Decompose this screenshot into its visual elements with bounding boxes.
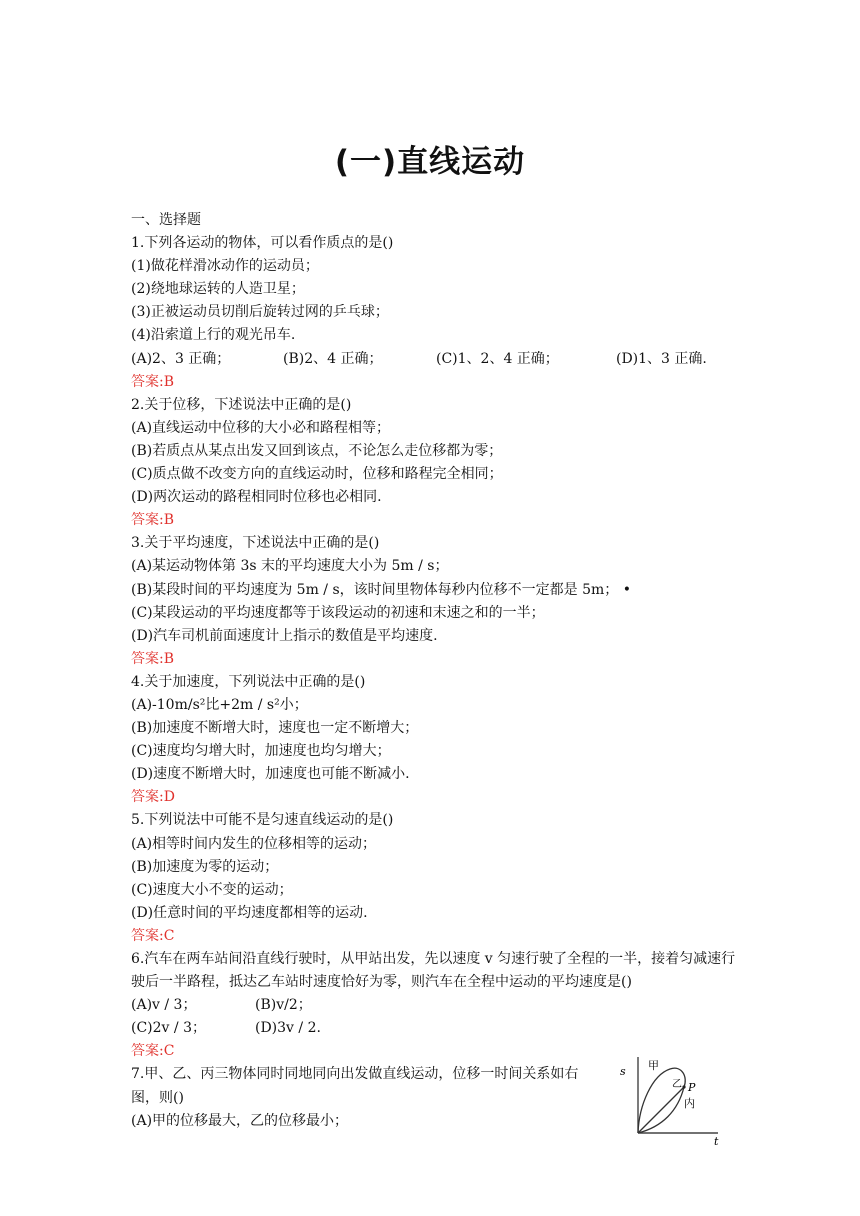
question-stem: 3.关于平均速度，下述说法中正确的是() [131, 535, 380, 552]
section-heading: 一、选择题 [131, 212, 201, 228]
option-c: (C)某段运动的平均速度都等于该段运动的初速和末速之和的一半； [131, 604, 545, 621]
question-stem: 6.汽车在两车站间沿直线行驶时，从甲站出发，先以速度 v 匀速行驶了全程的一半，接着匀减速行驶后一半路程，抵达乙车站时速度恰好为零，则汽车在全程中运动的平均速度是() [131, 951, 736, 991]
page-title: (一)直线运动 [334, 144, 526, 180]
option-a: (A)直线运动中位移的大小必和路程相等； [131, 419, 391, 436]
option-c: (C)质点做不改变方向的直线运动时，位移和路程完全相同； [131, 466, 503, 483]
question-stem: 5.下列说法中可能不是匀速直线运动的是() [131, 812, 394, 829]
answer: 答案:B [131, 650, 175, 667]
curve-jia [638, 1068, 685, 1133]
option-row [131, 994, 751, 1017]
option-c: (C)速度均匀增大时，加速度也均匀增大； [131, 743, 391, 760]
question-stem: 2.关于位移，下述说法中正确的是() [131, 396, 352, 413]
option-row [131, 348, 751, 371]
question-stem-cont: 图，则() [131, 1089, 184, 1106]
displacement-time-figure [612, 1045, 742, 1150]
option-a: (A)相等时间内发生的位移相等的运动； [131, 835, 377, 852]
answer: 答案:C [131, 1043, 175, 1060]
line-yi [638, 1087, 684, 1133]
option-d: (D)汽车司机前面速度计上指示的数值是平均速度. [131, 627, 438, 644]
question-stem: 4.关于加速度，下列说法中正确的是() [131, 673, 366, 690]
option-c: (C)1、2、4 正确； [436, 350, 559, 367]
label-yi: 乙 [672, 1079, 682, 1090]
option-d: (D)1、3 正确. [616, 350, 707, 367]
option-d: (D)任意时间的平均速度都相等的运动. [131, 904, 368, 921]
label-jia: 甲 [648, 1059, 659, 1072]
question-item: (4)沿索道上行的观光吊车. [131, 327, 296, 344]
answer: 答案:D [131, 789, 175, 806]
option-a: (A)某运动物体第 3s 末的平均速度大小为 5m / s； [131, 558, 449, 575]
option-b: (B)加速度不断增大时，速度也一定不断增大； [131, 720, 419, 737]
point-p [682, 1085, 685, 1088]
option-a: (A)2、3 正确； [131, 350, 231, 367]
option-d: (D)速度不断增大时，加速度也可能不断减小. [131, 766, 410, 783]
option-b: (B)某段时间的平均速度为 5m / s，该时间里物体每秒内位移不一定都是 5m； • [131, 581, 631, 598]
option-b: (B)v/2； [255, 997, 312, 1014]
question-stem: 7.甲、乙、丙三物体同时同地同向出发做直线运动，位移一时间关系如右 [131, 1066, 579, 1083]
label-bing: 内 [684, 1097, 695, 1110]
option-row [131, 1017, 751, 1040]
option-a: (A)v / 3； [131, 997, 197, 1014]
option-c: (C)速度大小不变的运动； [131, 881, 293, 898]
question-item: (3)正被运动员切削后旋转过网的乒乓球； [131, 304, 389, 321]
option-b: (B)若质点从某点出发又回到该点，不论怎么走位移都为零； [131, 442, 503, 459]
option-a: (A)甲的位移最大，乙的位移最小； [131, 1112, 349, 1129]
option-a: (A)-10m/s²比+2m / s²小； [131, 696, 308, 713]
t-axis-label: t [714, 1135, 719, 1148]
answer: 答案:B [131, 512, 175, 529]
option-d: (D)两次运动的路程相同时位移也必相同. [131, 489, 382, 506]
s-axis-label: s [620, 1065, 626, 1078]
option-b: (B)加速度为零的运动； [131, 858, 279, 875]
answer: 答案:C [131, 927, 175, 944]
option-c: (C)2v / 3； [131, 1020, 206, 1037]
question-item: (1)做花样滑冰动作的运动员； [131, 258, 319, 275]
option-d: (D)3v / 2. [255, 1020, 321, 1037]
label-p: P [688, 1081, 696, 1094]
question-item: (2)绕地球运转的人造卫星； [131, 281, 305, 298]
answer: 答案:B [131, 373, 175, 390]
question-list [131, 209, 751, 1133]
option-b: (B)2、4 正确； [283, 350, 383, 367]
question-stem: 1.下列各运动的物体，可以看作质点的是() [131, 235, 394, 252]
